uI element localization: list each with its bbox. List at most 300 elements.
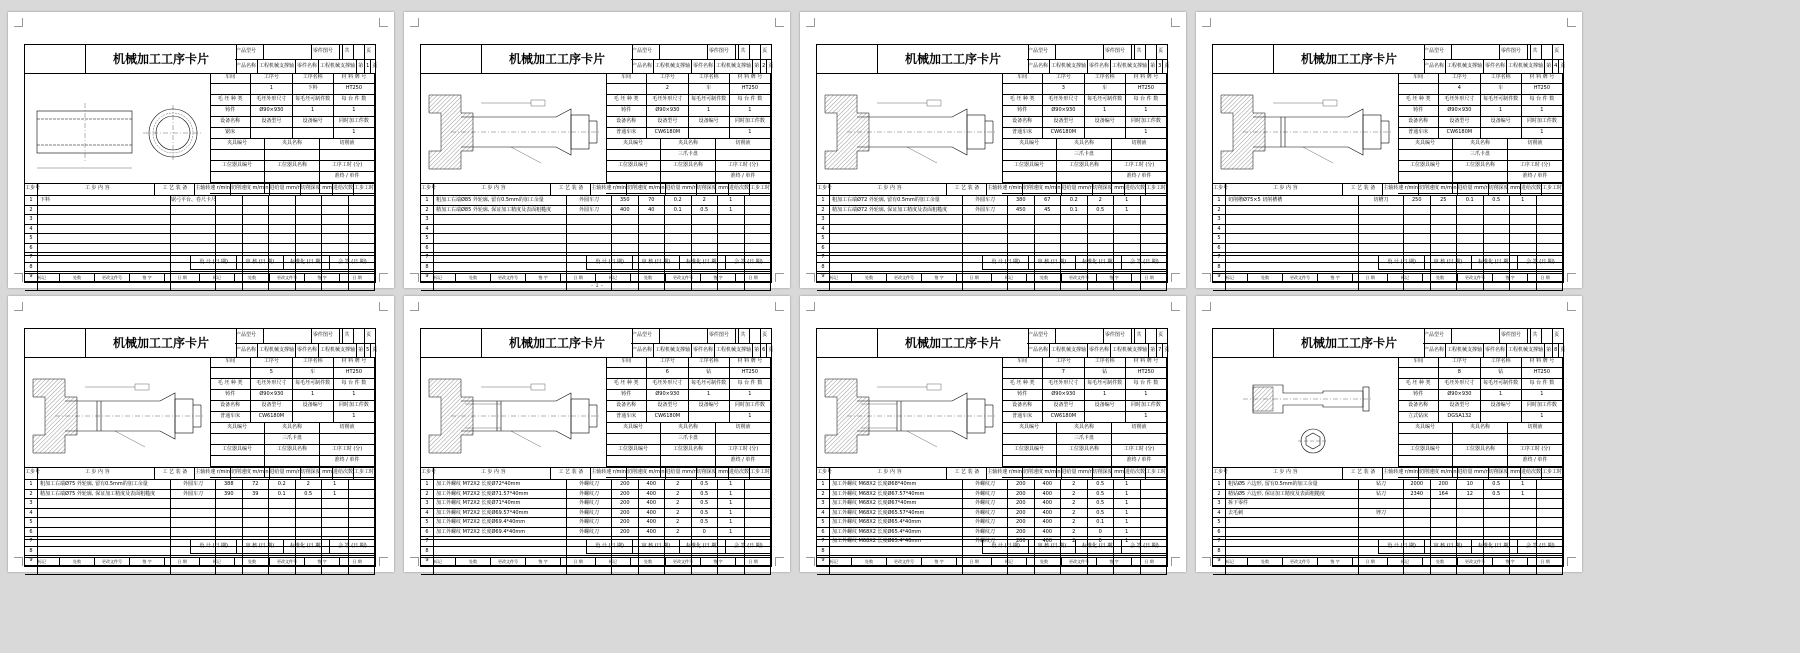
label: 零件名称 (1088, 344, 1111, 358)
table-cell (606, 172, 661, 182)
table-cell: Ø90×930 (647, 106, 688, 116)
operation-info (1002, 357, 1167, 467)
table-cell: 设备编号 (1481, 117, 1522, 127)
header-cell: 工 步 内 容 (1226, 184, 1343, 195)
table-cell: 200 (612, 490, 639, 499)
table-cell: 200 (612, 518, 639, 527)
table-row (817, 518, 1167, 528)
table-cell: Ø90×930 (647, 390, 688, 400)
table-row (1002, 84, 1167, 95)
table-cell: 工步工时 (750, 184, 771, 195)
label: 产品名称 (1027, 60, 1050, 74)
table-cell: 切削液 (716, 139, 771, 149)
table-cell: 400 (612, 206, 639, 215)
table-row (210, 456, 375, 467)
header-meta (631, 329, 774, 357)
table-row (235, 45, 375, 60)
value (1542, 329, 1553, 343)
table-row (1398, 357, 1563, 368)
table-cell: 夹具编号 (1002, 139, 1057, 149)
table-cell (38, 206, 171, 215)
table-cell: 9 (817, 556, 830, 565)
table-cell: 0 (1088, 528, 1115, 537)
table-cell (322, 196, 349, 205)
table-row (210, 161, 375, 172)
table-cell (1398, 368, 1439, 378)
revision-cell: 标记 (992, 558, 1027, 566)
table-cell: 200 (1008, 480, 1035, 489)
value: 4 (1553, 60, 1559, 74)
table-cell: 车 (1085, 84, 1126, 94)
table-cell (1061, 282, 1088, 291)
drawing-area (817, 73, 1003, 183)
table-row (1213, 196, 1563, 206)
table-cell: 每 台 件 数 (1126, 95, 1167, 105)
table-cell (171, 244, 216, 253)
table-cell (1141, 518, 1168, 527)
revision-row (25, 557, 375, 566)
table-cell (692, 225, 719, 234)
table-cell (665, 234, 692, 243)
table-row (606, 161, 771, 172)
card-header (421, 45, 774, 74)
table-cell (665, 244, 692, 253)
table-cell: 7 (1043, 368, 1084, 378)
table-cell: 400 (1035, 480, 1062, 489)
table-cell (1484, 244, 1511, 253)
table-cell: 400 (1035, 490, 1062, 499)
table-cell (421, 566, 434, 575)
table-cell (745, 490, 772, 499)
table-cell (612, 225, 639, 234)
table-cell (1537, 509, 1564, 518)
card-header (1213, 45, 1566, 74)
table-cell (1404, 282, 1431, 291)
table-cell: 三爪卡盘 (265, 434, 320, 444)
table-cell (1510, 215, 1537, 224)
process-card (1212, 328, 1564, 567)
revision-row (817, 557, 1167, 566)
table-row (1213, 528, 1563, 538)
table-cell (216, 215, 243, 224)
table-cell: 夹具名称 (1057, 139, 1112, 149)
table-cell: 材 料 牌 号 (730, 73, 771, 83)
table-cell: 1 (1522, 106, 1563, 116)
table-cell: 1 (1481, 390, 1522, 400)
table-cell: 1 (1114, 480, 1141, 489)
table-row (25, 499, 375, 509)
table-cell (349, 225, 376, 234)
table-cell (1537, 499, 1564, 508)
table-cell (1510, 234, 1537, 243)
table-cell: 工序工时 (分) (320, 445, 375, 455)
table-cell: 7 (1213, 537, 1226, 546)
document-page (404, 12, 790, 288)
table-cell: 工序名称 (689, 357, 730, 367)
signature-cell: 标准化 (日 期) (283, 540, 329, 553)
table-cell (1537, 528, 1564, 537)
table-cell: Ø90×930 (251, 390, 292, 400)
table-cell: 外螺纹刀 (963, 528, 1008, 537)
table-row (421, 518, 771, 528)
table-cell: 加工外螺纹 M72X2 长度Ø71.57*40mm (434, 490, 567, 499)
table-cell: 毛坯外形尺寸 (251, 379, 292, 389)
table-cell: 0.5 (692, 499, 719, 508)
value: 2 (761, 60, 767, 74)
table-row (1002, 412, 1167, 423)
table-cell (269, 215, 296, 224)
header-cell: 工 步 内 容 (38, 468, 155, 479)
table-row (606, 172, 771, 183)
table-cell (171, 509, 216, 518)
table-cell: 4 (25, 509, 38, 518)
table-cell (689, 128, 730, 138)
signature-cell: 审 核 (日 期) (632, 540, 678, 553)
table-row (25, 468, 375, 480)
table-row (1002, 95, 1167, 106)
table-cell: 车间 (606, 73, 647, 83)
table-row (1213, 490, 1563, 500)
table-cell: CW6180M (1043, 128, 1084, 138)
table-row (210, 84, 375, 95)
table-row (1398, 150, 1563, 161)
table-cell (1114, 215, 1141, 224)
revision-cell: 处数 (456, 558, 491, 566)
revision-row (421, 557, 771, 566)
table-cell (216, 225, 243, 234)
table-cell: 工 艺 装 备 (1343, 184, 1383, 195)
table-cell: 5 (1213, 234, 1226, 243)
label: 页 (1560, 347, 1566, 353)
revision-cell: 标记 (200, 558, 235, 566)
table-cell (1537, 225, 1564, 234)
revision-cell: 签 字 (922, 274, 957, 282)
label: 页 (1554, 332, 1560, 338)
table-cell (322, 509, 349, 518)
table-cell: 2 (817, 206, 830, 215)
table-cell: 1 (718, 196, 745, 205)
table-cell (1141, 480, 1168, 489)
table-cell (1537, 566, 1564, 575)
table-cell: 4 (1213, 509, 1226, 518)
table-cell (1457, 206, 1484, 215)
table-cell: 2 (665, 499, 692, 508)
table-cell: 1 (251, 84, 292, 94)
table-row (1213, 225, 1563, 235)
table-cell: 切削深度 mm (1093, 468, 1125, 479)
table-cell: 外圆车刀 (171, 490, 216, 499)
card-title: 机械加工工序卡片 (481, 329, 633, 357)
table-cell: 夹具编号 (1002, 423, 1057, 433)
table-cell: 设备型号 (251, 117, 292, 127)
crop-mark (806, 557, 815, 566)
signature-cell: 会 签 (日 期) (1517, 256, 1563, 269)
table-row (817, 244, 1167, 254)
table-cell (1141, 234, 1168, 243)
table-cell: 设备名称 (210, 401, 251, 411)
table-row (1002, 434, 1167, 445)
crop-mark (14, 557, 23, 566)
table-cell (25, 566, 38, 575)
table-cell: 毛坯外形尺寸 (1439, 95, 1480, 105)
table-cell: 45 (1035, 206, 1062, 215)
revision-cell: 日 期 (1132, 274, 1167, 282)
table-cell: 精钻Ø5 六边形, 保证加工精度及表面粗糙度 (1226, 490, 1359, 499)
table-cell: 每毛坯可制件数 (1085, 95, 1126, 105)
table-cell (1035, 282, 1062, 291)
table-cell: 切削速度 m/min (1419, 468, 1458, 479)
crop-mark (379, 18, 388, 27)
crop-mark (1567, 18, 1576, 27)
table-cell: 1 (1114, 196, 1141, 205)
revision-row (1213, 557, 1563, 566)
table-cell: 1 (689, 106, 730, 116)
table-cell (718, 215, 745, 224)
table-cell: 7 (25, 537, 38, 546)
table-row (1398, 445, 1563, 456)
label: 页 (366, 332, 372, 338)
table-cell: 进给次数 (333, 184, 354, 195)
table-cell (38, 499, 171, 508)
table-cell (322, 225, 349, 234)
table-cell: 切削深度 mm (301, 468, 333, 479)
table-cell: 7 (817, 253, 830, 262)
table-cell: 0.5 (1088, 480, 1115, 489)
table-row (1002, 445, 1167, 456)
table-cell: 工位器具名称 (1453, 445, 1508, 455)
table-cell: 3 (1213, 499, 1226, 508)
table-cell (296, 282, 323, 291)
table-cell (1061, 566, 1088, 575)
crop-mark (379, 273, 388, 282)
table-cell: 400 (1035, 509, 1062, 518)
table-row (1027, 45, 1167, 60)
table-cell (269, 196, 296, 205)
value: 工程机械支撑轴 (715, 344, 753, 358)
table-cell: 工位器具名称 (265, 445, 320, 455)
table-cell: 切削深度 mm (1093, 184, 1125, 195)
table-cell: 毛 坯 种 类 (210, 379, 251, 389)
value: 工程机械支撑轴 (319, 60, 357, 74)
table-cell: 工步号 (817, 468, 830, 479)
label: 页 (372, 63, 378, 69)
table-cell: 10 (1457, 480, 1484, 489)
table-cell: 25 (1431, 196, 1458, 205)
label: 第 (357, 344, 365, 358)
table-cell: 进给量 mm/r (1458, 468, 1489, 479)
table-cell: 每 台 件 数 (1522, 95, 1563, 105)
table-cell (567, 225, 612, 234)
revision-cell: 处数 (1423, 274, 1458, 282)
table-cell: 200 (612, 509, 639, 518)
table-cell: 每 台 件 数 (730, 379, 771, 389)
label: 第 (753, 60, 761, 74)
table-cell (322, 282, 349, 291)
table-cell (1061, 215, 1088, 224)
table-cell: 200 (1008, 509, 1035, 518)
revision-cell: 处数 (1027, 558, 1062, 566)
table-cell: 200 (1008, 528, 1035, 537)
table-row (1002, 172, 1167, 183)
table-cell: 粗加工右端Ø72 外轮廓, 留有0.5mm的加工余量 (830, 196, 963, 205)
revision-cell: 更改文件号 (666, 274, 701, 282)
revision-cell: 处数 (1423, 558, 1458, 566)
table-row (235, 344, 378, 358)
table-cell: 8 (817, 547, 830, 556)
table-cell (1359, 206, 1404, 215)
table-cell: 车 (293, 368, 334, 378)
table-cell (434, 225, 567, 234)
part-drawing (25, 73, 210, 183)
table-cell: 每毛坯可制件数 (293, 379, 334, 389)
table-cell: 2340 (1404, 490, 1431, 499)
table-cell: 切削深度 mm (301, 184, 333, 195)
crop-mark (775, 557, 784, 566)
table-cell (296, 518, 323, 527)
table-cell: CW6180M (1043, 412, 1084, 422)
table-cell (612, 215, 639, 224)
value (750, 45, 761, 59)
table-cell: 工序号 (251, 73, 292, 83)
table-cell: 夹具名称 (1453, 139, 1508, 149)
table-cell (243, 282, 270, 291)
revision-cell: 处数 (1027, 274, 1062, 282)
table-cell (1035, 215, 1062, 224)
table-cell (296, 215, 323, 224)
table-cell: 普通车床 (210, 412, 251, 422)
signature-cell: 审 核 (日 期) (1028, 540, 1074, 553)
table-cell (1404, 499, 1431, 508)
label: 共 (1135, 45, 1146, 59)
table-cell: 2 (25, 490, 38, 499)
table-cell: 准终 / 单件 (1112, 456, 1167, 466)
table-cell: 设备编号 (293, 401, 334, 411)
table-cell: 钻 (689, 368, 730, 378)
table-row (1398, 390, 1563, 401)
table-row (1213, 234, 1563, 244)
operation-info (210, 73, 375, 183)
revision-cell: 标记 (25, 558, 60, 566)
operation-info (1398, 73, 1563, 183)
header-cell: 工 步 内 容 (830, 184, 947, 195)
table-cell (963, 215, 1008, 224)
table-cell (1508, 434, 1563, 444)
table-cell: 三爪卡盘 (1057, 434, 1112, 444)
table-cell (293, 128, 334, 138)
table-cell: 3 (817, 499, 830, 508)
table-cell: 毛坯外形尺寸 (647, 379, 688, 389)
card-title: 机械加工工序卡片 (1273, 45, 1425, 73)
crop-mark (14, 273, 23, 282)
card-title: 机械加工工序卡片 (85, 329, 237, 357)
table-row (1213, 480, 1563, 490)
header-meta (235, 329, 378, 357)
table-cell: 进给次数 (1125, 184, 1146, 195)
header-cell: 工 步 内 容 (830, 468, 947, 479)
table-cell (612, 234, 639, 243)
table-cell: 锯床 (210, 128, 251, 138)
table-cell: 工序号 (647, 73, 688, 83)
table-row (1213, 206, 1563, 216)
crop-mark (1171, 302, 1180, 311)
table-cell (216, 282, 243, 291)
table-row (421, 196, 771, 206)
table-cell (1141, 225, 1168, 234)
table-cell (171, 282, 216, 291)
table-cell: 1 (718, 480, 745, 489)
crop-mark (1567, 302, 1576, 311)
table-cell: 9 (1213, 272, 1226, 281)
value (660, 329, 708, 343)
table-cell: 每 台 件 数 (334, 379, 375, 389)
table-cell: 1 (1114, 499, 1141, 508)
revision-cell: 更改文件号 (95, 558, 130, 566)
table-cell: 加工外螺纹 M68X2 长度Ø65.4*40mm (830, 518, 963, 527)
table-cell: 0.2 (1061, 196, 1088, 205)
table-row (210, 401, 375, 412)
value (1056, 45, 1104, 59)
table-cell (661, 172, 716, 182)
signature-cell: 标准化 (日 期) (1075, 256, 1121, 269)
table-cell (1404, 509, 1431, 518)
table-cell: 设备编号 (689, 401, 730, 411)
table-cell: Ø90×930 (1043, 390, 1084, 400)
table-cell: 工序号 (1439, 357, 1480, 367)
table-cell (1226, 225, 1359, 234)
table-cell (963, 244, 1008, 253)
table-cell: 切削深度 mm (1489, 468, 1521, 479)
drawing-area (1213, 73, 1399, 183)
signature-cell: 设 计 (日 期) (982, 540, 1028, 553)
value (1542, 45, 1553, 59)
label: 产品型号 (1423, 329, 1452, 343)
table-row (1027, 329, 1167, 344)
table-cell: 2 (1061, 518, 1088, 527)
value: 工程机械支撑轴 (1111, 60, 1149, 74)
table-cell (718, 566, 745, 575)
table-cell: 工位器具编号 (1002, 161, 1057, 171)
table-row (1398, 379, 1563, 390)
table-cell: 主轴转速 r/min (591, 468, 627, 479)
crop-mark (1202, 273, 1211, 282)
table-row (1423, 329, 1563, 344)
table-row (210, 412, 375, 423)
table-cell: 进给量 mm/r (1062, 184, 1093, 195)
table-cell (1359, 225, 1404, 234)
table-cell: 6 (25, 528, 38, 537)
table-cell: 设备编号 (1085, 401, 1126, 411)
table-cell: 同时加工件数 (1126, 117, 1167, 127)
revision-cell: 更改文件号 (1283, 274, 1318, 282)
crop-mark (775, 273, 784, 282)
card-title: 机械加工工序卡片 (481, 45, 633, 73)
table-cell: 毛坯外形尺寸 (1043, 379, 1084, 389)
table-cell: 每 台 件 数 (730, 95, 771, 105)
table-cell: 毛坯外形尺寸 (251, 95, 292, 105)
table-row (606, 445, 771, 456)
signature-cell: 设 计 (日 期) (982, 256, 1028, 269)
table-cell: 6 (1213, 528, 1226, 537)
table-cell: 1 (730, 412, 771, 422)
table-cell (322, 234, 349, 243)
table-cell: 9 (421, 272, 434, 281)
table-cell: 0.5 (692, 490, 719, 499)
table-row (606, 379, 771, 390)
card-title: 机械加工工序卡片 (1273, 329, 1425, 357)
table-cell: 设备名称 (1398, 401, 1439, 411)
table-cell: 0.5 (1484, 480, 1511, 489)
label: 零件图号 (708, 329, 737, 343)
